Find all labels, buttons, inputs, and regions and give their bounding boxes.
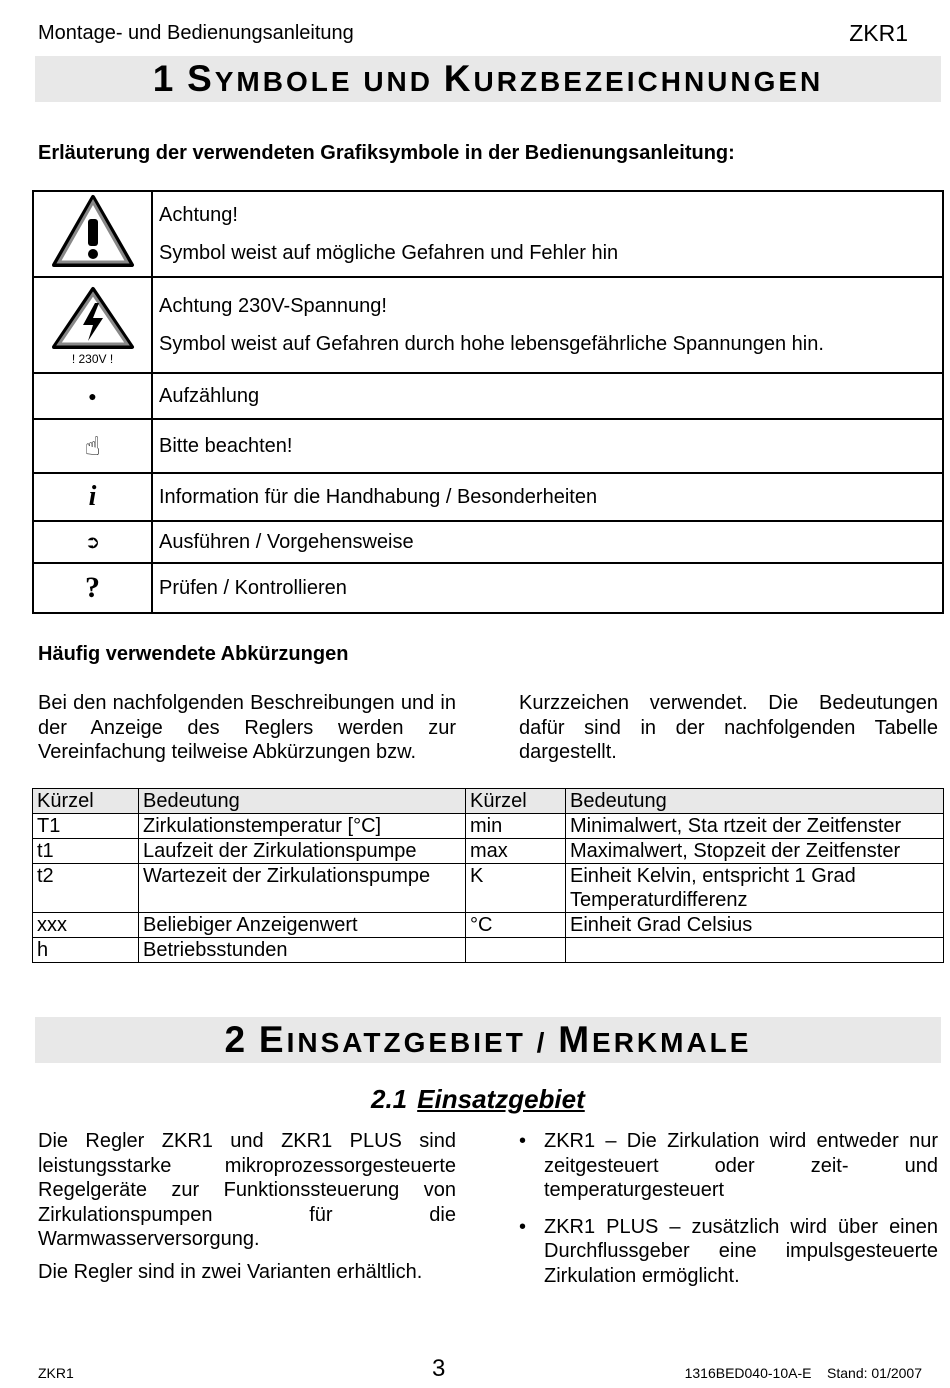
- table-header-row: [33, 789, 944, 814]
- table-cell: [566, 938, 944, 963]
- table-cell: Einheit Grad Celsius: [566, 913, 944, 938]
- symbol-row: [33, 277, 943, 373]
- abbreviations-heading: Häufig verwendete Abkürzungen: [38, 643, 349, 665]
- section-2-heading: 2 EINSATZGEBIET / MERKMALE: [35, 1017, 941, 1063]
- symbol-row: [33, 419, 943, 473]
- table-row: [33, 814, 944, 839]
- abbreviations-intro-right: Kurzzeichen verwendet. Die Bedeutungen dafür sind in der nachfolgenden Tabelle dargestellt.: [519, 692, 938, 763]
- page-number: 3: [432, 1355, 446, 1382]
- symbol-description: Symbol weist auf mögliche Gefahren und Fehler hin: [159, 242, 619, 264]
- symbol-row: [33, 563, 943, 613]
- table-cell: Einheit Kelvin, entspricht 1 Grad Temperaturdifferenz: [566, 864, 944, 913]
- table-cell: Maximalwert, Stopzeit der Zeitfenster: [566, 839, 944, 864]
- paragraph: Die Regler ZKR1 und ZKR1 PLUS sind leistungsstarke mikroprozessorgesteuerte Regelgeräte zur Funktionssteuerung von Zirkulationspumpen für die Warmwasserversorgung.: [38, 1130, 456, 1250]
- symbol-row: [33, 521, 943, 563]
- table-row: [33, 839, 944, 864]
- pointing-hand-icon: ☝: [33, 419, 152, 473]
- table-cell: Laufzeit der Zirkulationspumpe: [139, 839, 466, 864]
- table-row: [33, 864, 944, 913]
- symbol-description: Symbol weist auf Gefahren durch hohe lebensgefährliche Spannungen hin.: [159, 333, 824, 355]
- high-voltage-label: ! 230V !: [71, 352, 114, 366]
- table-row: [33, 938, 944, 963]
- symbol-row: [33, 373, 943, 419]
- table-cell: K: [466, 864, 566, 913]
- symbol-description: Bitte beachten!: [159, 435, 293, 457]
- table-cell: Minimalwert, Sta rtzeit der Zeitfenster: [566, 814, 944, 839]
- table-cell: [466, 938, 566, 963]
- warning-triangle-icon: [33, 191, 152, 277]
- symbol-description: Information für die Handhabung / Besonderheiten: [159, 486, 598, 508]
- table-cell: h: [33, 938, 139, 963]
- symbol-description: Ausführen / Vorgehensweise: [159, 531, 414, 553]
- table-cell: min: [466, 814, 566, 839]
- column-header: Kürzel: [33, 789, 139, 814]
- abbreviations-intro-left: Bei den nachfolgenden Beschreibungen und in der Anzeige des Reglers werden zur Vereinfachung teilweise Abkürzungen bzw.: [38, 692, 456, 763]
- high-voltage-icon: [33, 277, 152, 373]
- table-cell: Beliebiger Anzeigenwert: [139, 913, 466, 938]
- column-header: Kürzel: [466, 789, 566, 814]
- einsatz-description: [38, 1129, 456, 1292]
- paragraph: Die Regler sind in zwei Varianten erhältlich.: [38, 1260, 423, 1283]
- table-cell: t2: [33, 864, 139, 913]
- column-header: Bedeutung: [566, 789, 944, 814]
- list-item: • ZKR1 PLUS – zusätzlich wird über einen Durchflussgeber eine impulsgesteuerte Zirkulation ermöglicht.: [519, 1215, 938, 1287]
- header-manual-title: Montage- und Bedienungsanleitung: [38, 22, 354, 44]
- table-cell: Betriebsstunden: [139, 938, 466, 963]
- symbol-title: Achtung 230V-Spannung!: [159, 295, 387, 317]
- symbol-row: [33, 473, 943, 521]
- question-icon: ?: [33, 563, 152, 613]
- table-cell: T1: [33, 814, 139, 839]
- footer-document-id: 1316BED040-10A-E Stand: 01/2007: [684, 1365, 922, 1381]
- column-header: Bedeutung: [139, 789, 466, 814]
- variants-list: [519, 1129, 938, 1300]
- table-cell: xxx: [33, 913, 139, 938]
- symbol-title: Achtung!: [159, 204, 238, 226]
- table-cell: max: [466, 839, 566, 864]
- section-1-heading: 1 SYMBOLE UND KURZBEZEICHNUNGEN: [35, 56, 941, 102]
- info-icon: i: [33, 473, 152, 521]
- symbol-description: Prüfen / Kontrollieren: [159, 577, 347, 599]
- subsection-2-1-heading: 2.1 Einsatzgebiet: [371, 1084, 585, 1114]
- symbol-description: Aufzählung: [159, 385, 260, 407]
- abbreviations-table: [32, 788, 944, 963]
- table-cell: °C: [466, 913, 566, 938]
- symbols-heading: Erläuterung der verwendeten Grafiksymbole in der Bedienungsanleitung:: [38, 142, 735, 164]
- table-cell: Wartezeit der Zirkulationspumpe: [139, 864, 466, 913]
- table-row: [33, 913, 944, 938]
- symbols-table: [32, 190, 944, 614]
- symbol-row: [33, 191, 943, 277]
- list-item: • ZKR1 – Die Zirkulation wird entweder nur zeitgesteuert oder zeit- und temperaturgesteuert: [519, 1130, 938, 1201]
- header-product-name: ZKR1: [849, 20, 908, 46]
- footer-product: ZKR1: [38, 1365, 74, 1381]
- arrow-icon: ➲: [33, 521, 152, 563]
- bullet-icon: ●: [33, 373, 152, 419]
- table-cell: Zirkulationstemperatur [°C]: [139, 814, 466, 839]
- table-cell: t1: [33, 839, 139, 864]
